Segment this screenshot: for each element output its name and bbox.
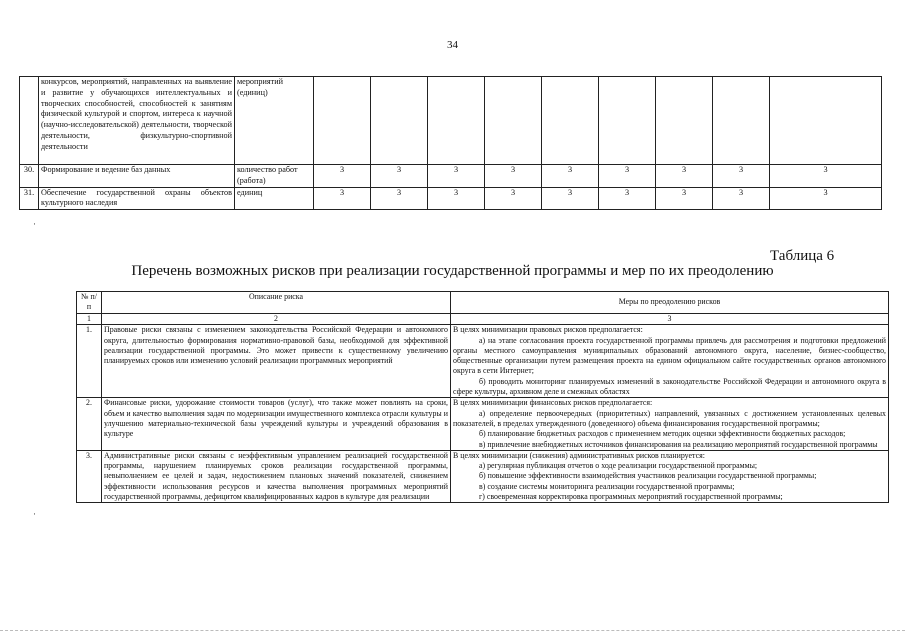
row-description: Формирование и ведение баз данных (39, 165, 235, 188)
row-unit: количество работ (работа) (235, 165, 314, 188)
row-unit: мероприятий (единиц) (235, 77, 314, 165)
measure-item: г) своевременная корректировка программных мероприятий государственной программы; (479, 492, 783, 502)
measure-item: б) проводить мониторинг планируемых изменений в законодательстве Российской Федерации и автономного округа в сфере культуры, архивном деле и смежных областях (453, 376, 886, 397)
col-number: 3 (451, 314, 889, 325)
row-unit: единиц (235, 187, 314, 210)
row-value: 3 (428, 165, 485, 188)
risk-row (77, 325, 889, 398)
row-number: 30. (20, 165, 39, 188)
row-value (485, 77, 542, 165)
table-header-row (77, 292, 889, 314)
measures-intro: В целях минимизации (снижения) административных рисков планируется: (453, 450, 705, 460)
scan-mark: · (33, 219, 36, 229)
row-value: 3 (713, 165, 770, 188)
risk-number: 2. (77, 398, 102, 450)
row-value: 3 (542, 165, 599, 188)
row-value (542, 77, 599, 165)
measure-item: а) определение первоочередных (приоритетных) направлений, увязанных с достижением установленных целевых показателей, в пределах утвержденного (доведенного) объема финансирования государственной программы; (453, 408, 886, 428)
row-value: 3 (428, 187, 485, 210)
scan-mark: · (33, 509, 36, 519)
page-number: 34 (447, 39, 458, 51)
table-title: Перечень возможных рисков при реализации государственной программы и мер по их преодолению (131, 263, 774, 279)
measure-item: а) на этапе согласования проекта государственной программы привлечь для рассмотрения и подготовки предложений органы местного самоуправления муниципальных образований автономного округа, население, бизнес-сообщество, общественные организации путем размещения проекта на едином официальном сайте государственных органов автономного округа в сети Интернет; (453, 335, 886, 376)
row-value (599, 77, 656, 165)
measure-item: в) создание системы мониторинга реализации государственной программы; (479, 481, 735, 491)
col-number: 2 (102, 314, 451, 325)
table-label: Таблица 6 (770, 248, 835, 264)
measures-intro: В целях минимизации правовых рисков предполагается: (453, 325, 643, 335)
table-row (20, 77, 882, 165)
risk-number: 3. (77, 450, 102, 502)
row-value: 3 (314, 165, 371, 188)
row-value: 3 (713, 187, 770, 210)
row-value: 3 (485, 165, 542, 188)
scan-edge (0, 630, 905, 631)
row-description: Обеспечение государственной охраны объектов культурного наследия (39, 187, 235, 210)
row-value: 3 (485, 187, 542, 210)
risk-description: Правовые риски связаны с изменением законодательства Российской Федерации и автономного округа, длительностью формирования нормативно-правовой базы, необходимой для эффективной реализации государственной программы. Это может привести к существенному увеличению планируемых сроков или изменению условий реализации программных мероприятий (102, 325, 451, 398)
table-row (20, 187, 882, 210)
risks-table (76, 291, 889, 503)
row-value (428, 77, 485, 165)
risk-number: 1. (77, 325, 102, 398)
row-value (314, 77, 371, 165)
row-value: 3 (599, 187, 656, 210)
risk-measures (451, 325, 889, 398)
row-value: 3 (599, 165, 656, 188)
row-number (20, 77, 39, 165)
row-value: 3 (371, 165, 428, 188)
measure-item: в) привлечение внебюджетных источников финансирования на реализацию мероприятий государственной программы (479, 439, 878, 449)
risk-measures (451, 398, 889, 450)
row-value: 3 (770, 165, 882, 188)
header-risk: Описание риска (102, 292, 451, 314)
table-row (20, 165, 882, 188)
measure-item: а) регулярная публикация отчетов о ходе реализации государственной программы; (479, 461, 758, 471)
column-number-row (77, 314, 889, 325)
row-description: конкурсов, мероприятий, направленных на выявление и развитие у обучающихся интеллектуальных и творческих способностей, способностей к занятиям физической культурой и спортом, интереса к научной (научно-исследовательской) деятельности, творческой деятельности, физкультурно-спортивной деятельности (39, 77, 235, 165)
row-value: 3 (770, 187, 882, 210)
col-number: 1 (77, 314, 102, 325)
row-value: 3 (656, 187, 713, 210)
row-value: 3 (371, 187, 428, 210)
header-num: № п/п (77, 292, 102, 314)
row-value (770, 77, 882, 165)
row-value: 3 (542, 187, 599, 210)
measure-item: б) повышение эффективности взаимодействия участников реализации государственной программы; (479, 471, 817, 481)
row-value (656, 77, 713, 165)
indicators-table-continued (19, 76, 882, 210)
risk-description: Административные риски связаны с неэффективным управлением реализацией государственной программы, нарушением планируемых сроков реализации государственной программы, невыполнением ее целей и задач, недостижением плановых значений показателей, снижением эффективности использования ресурсов и качества выполнения программных мероприятий государственной программы, дефицитом квалифицированных кадров в культуре для реализации (102, 450, 451, 502)
risk-description: Финансовые риски, удорожание стоимости товаров (услуг), что также может повлиять на сроки, объем и качество выполнения задач по модернизации имущественного комплекса отрасли культуры и улучшению материально-технической базы учреждений культуры и учреждений образования в культуре (102, 398, 451, 450)
measures-intro: В целях минимизации финансовых рисков предполагается: (453, 398, 653, 408)
risk-measures (451, 450, 889, 502)
row-value (371, 77, 428, 165)
row-value (713, 77, 770, 165)
row-number: 31. (20, 187, 39, 210)
measure-item: б) планирование бюджетных расходов с применением методик оценки эффективности бюджетных расходов; (479, 429, 846, 439)
header-measures: Меры по преодолению рисков (451, 292, 889, 314)
row-value: 3 (656, 165, 713, 188)
row-value: 3 (314, 187, 371, 210)
risk-row (77, 398, 889, 450)
risk-row (77, 450, 889, 502)
